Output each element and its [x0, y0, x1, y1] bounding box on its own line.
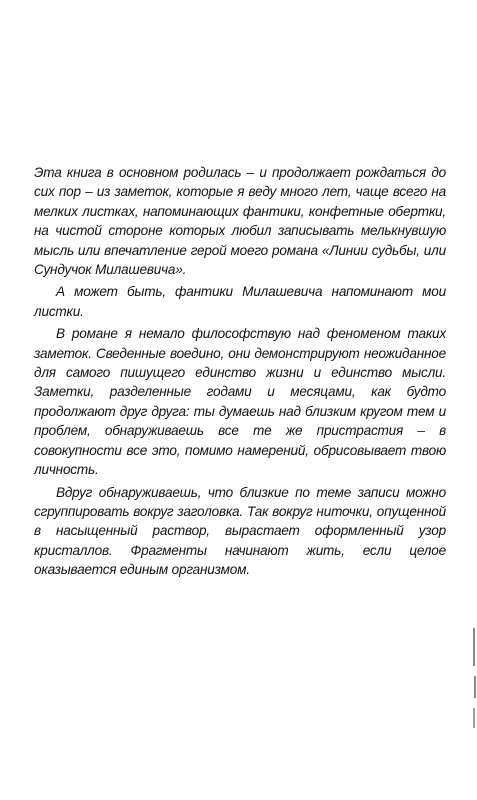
page-edge-mark	[473, 628, 475, 666]
paragraph-4: Вдруг обнаруживаешь, что близкие по теме записи можно сгруппировать вокруг заголовка. Так вокруг ниточки, опущенной в насыщенный раствор, вырастает оформленный узор кристаллов. Фрагменты начинают жить, если целое оказывается единым организмом.	[34, 484, 446, 578]
body-text	[34, 163, 446, 580]
page-edge-mark	[474, 676, 476, 698]
paragraph-3: В романе я немало философствую над феноменом таких заметок. Сведенные воедино, они демонстрируют неожиданное для самого пишущего единство жизни и единство мысли. Заметки, разделенные годами и месяцами, как будто продолжают друг друга: ты думаешь над близким кругом тем и проблем, обнаруживаешь все те же пристрастия – в совокупности все это, помимо намерений, обрисовывает твою личность.	[34, 326, 446, 478]
paragraph-1: Эта книга в основном родилась – и продолжает рождаться до сих пор – из заметок, которые я веду много лет, чаще всего на мелких листках, напоминающих фантики, конфетные обертки, на чистой стороне которых любил записывать мелькнувшую мысль или впечатление герой моего романа «Линии судьбы, или Сундучок Милашевича».	[34, 165, 446, 278]
page-edge-mark	[473, 708, 475, 728]
paragraph-2: А может быть, фантики Милашевича напоминают мои листки.	[34, 284, 446, 319]
